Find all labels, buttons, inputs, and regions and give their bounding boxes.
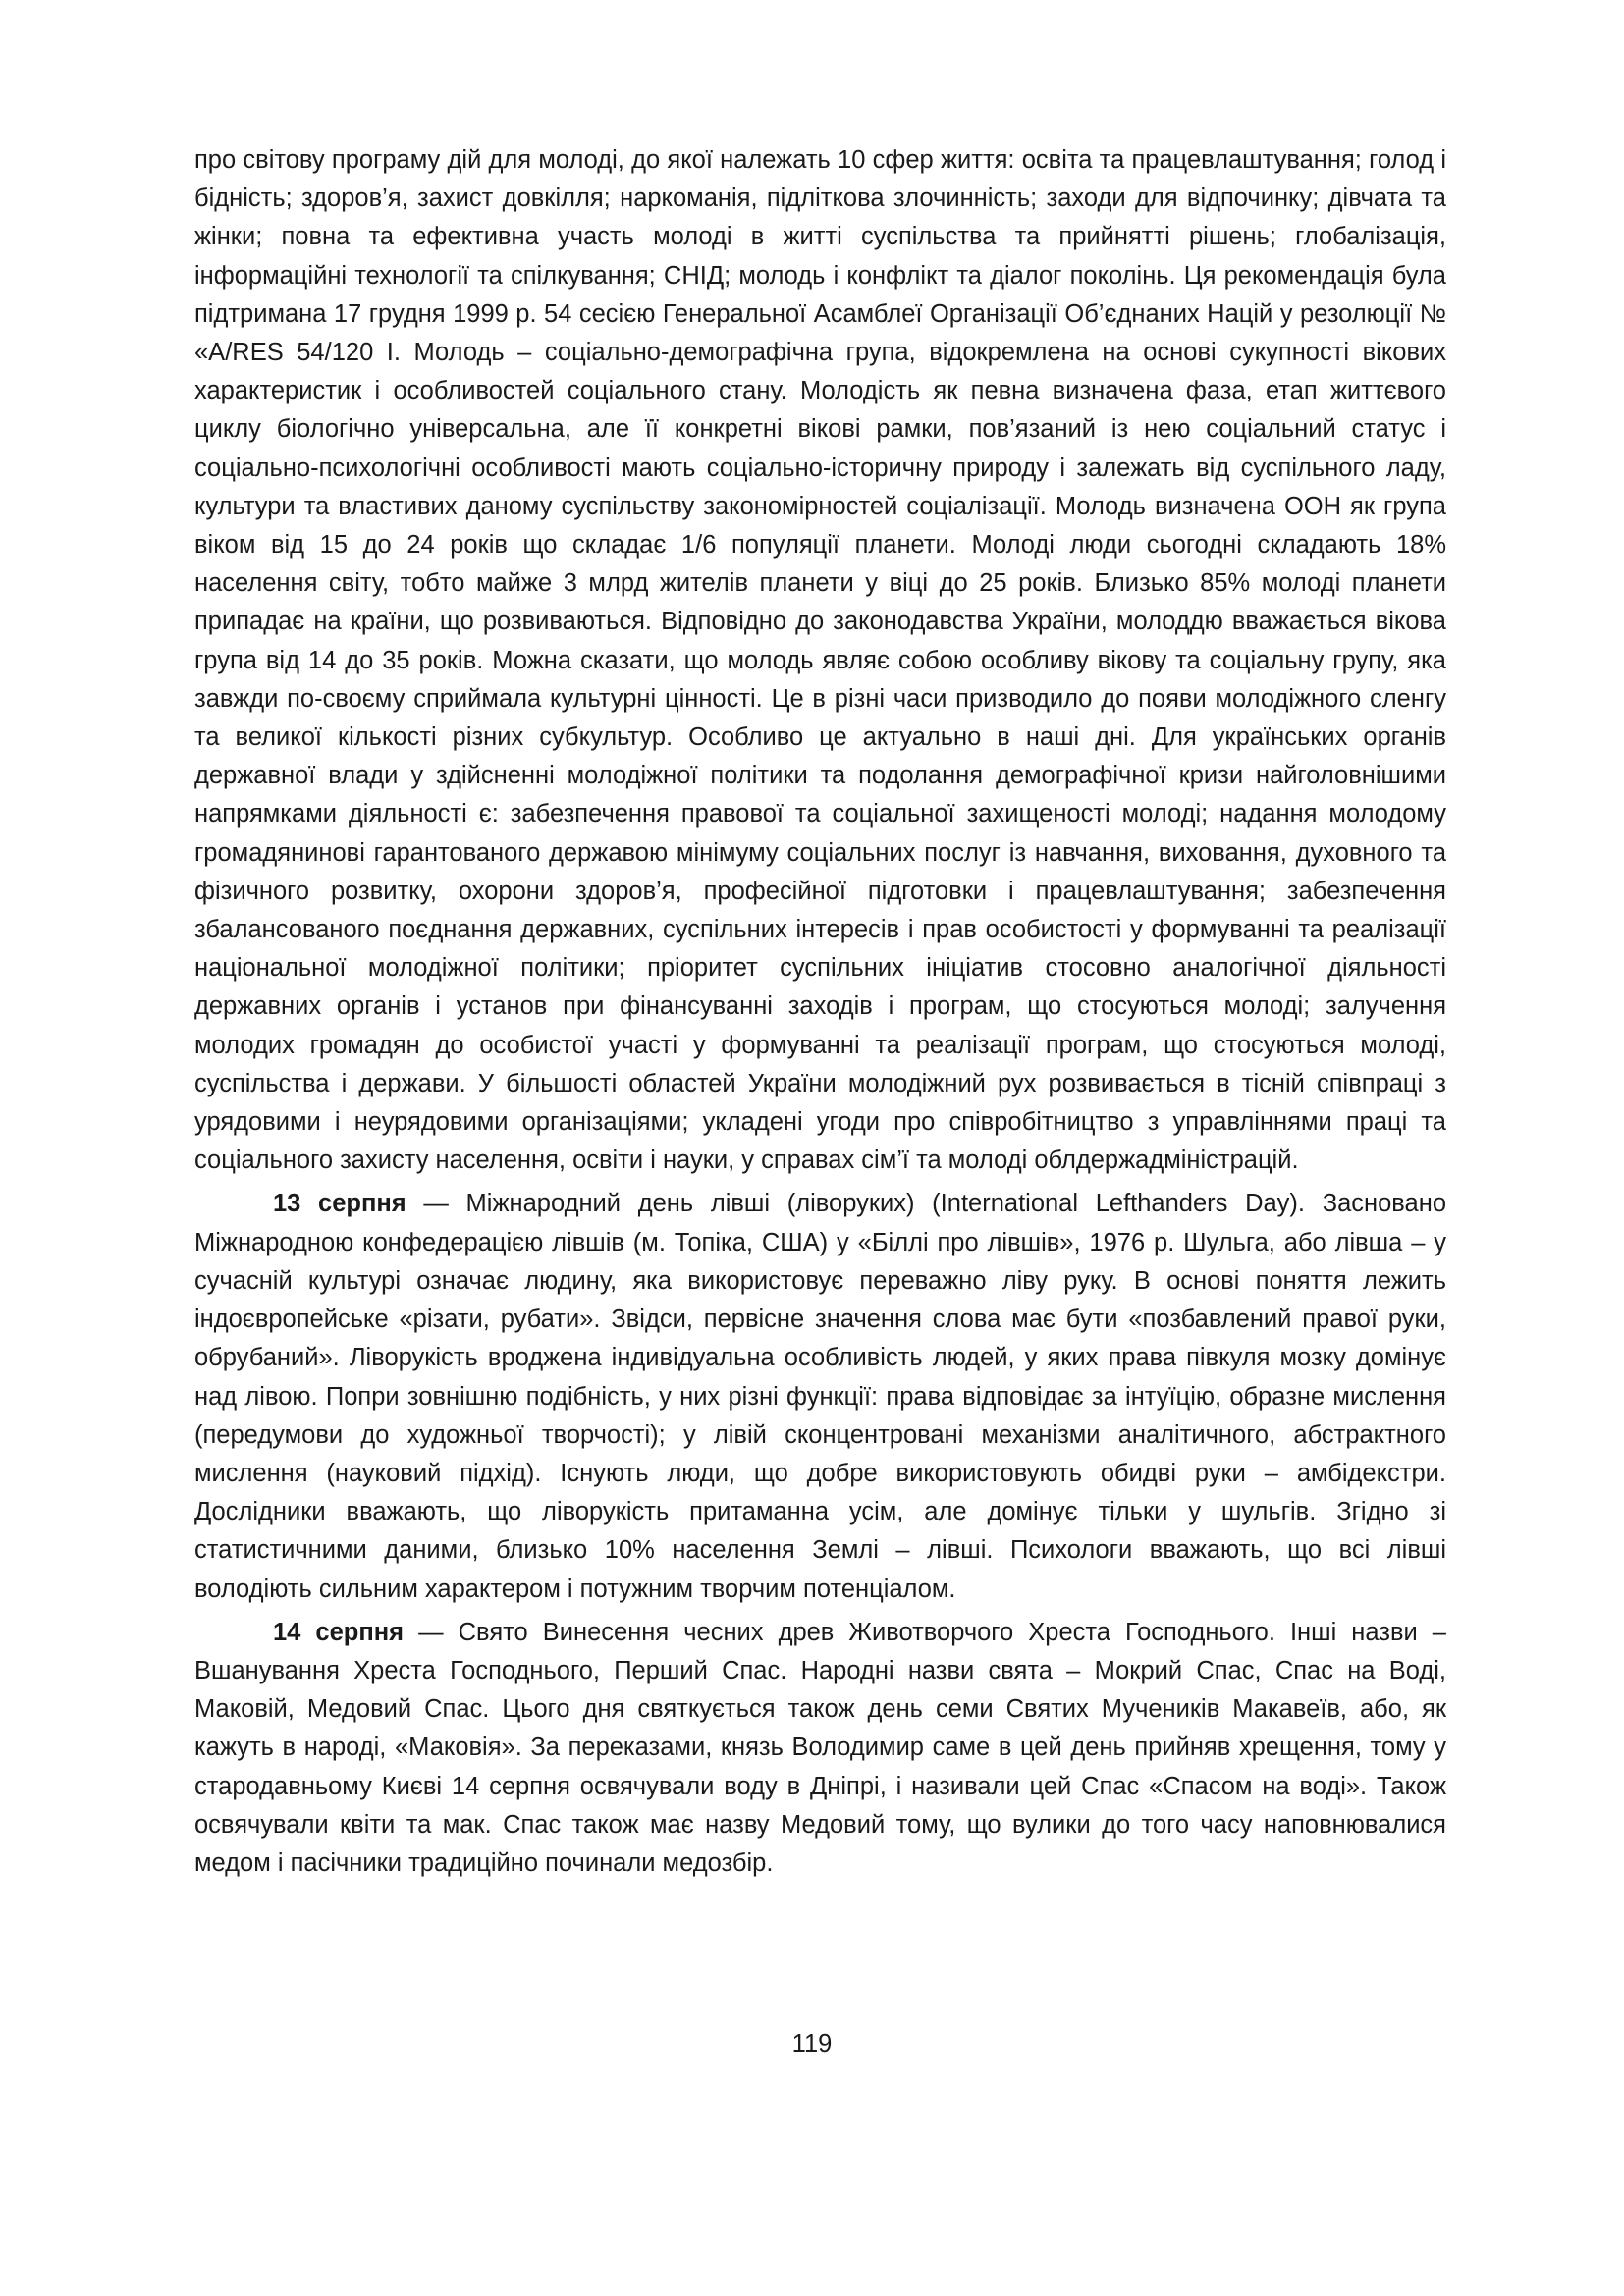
- paragraph-august-14-text: — Свято Винесення чесних древ Животворчого Хреста Господнього. Інші назви – Вшанування Хреста Господнього, Перший Спас. Народні назви свята – Мокрий Спас, Спас на Воді, Маковій, Медовий Спас. Цього дня святкується також день семи Святих Мучеників Макавеїв, або, як кажуть в народі, «Маковія». За переказами, князь Володимир саме в цей день прийняв хрещення, тому у стародавньому Києві 14 серпня освячували воду в Дніпрі, і називали цей Спас «Спасом на воді». Також освячували квіти та мак. Спас також має назву Медовий тому, що вулики до того часу наповнювалися медом і пасічники традиційно починали медозбір.: [194, 1618, 1446, 1877]
- date-august-13: 13 серпня: [273, 1190, 406, 1218]
- paragraph-august-13: [194, 1185, 1446, 1608]
- paragraph-august-14: [194, 1614, 1446, 1883]
- page-number: 119: [791, 2030, 833, 2057]
- paragraph-youth-text: про світову програму дій для молоді, до якої належать 10 сфер життя: освіта та працевлаштування; голод і бідність; здоров’я, захист довкілля; наркоманія, підліткова злочинність; заходи для відпочинку; дівчата та жінки; повна та ефективна участь молоді в житті суспільства та прийнятті рішень; глобалізація, інформаційні технології та спілкування; СНІД; молодь і конфлікт та діалог поколінь. Ця рекомендація була підтримана 17 грудня 1999 р. 54 сесією Генеральної Асамблеї Організації Об’єднаних Націй у резолюції № «A/RES 54/120 I. Молодь – соціально-демографічна група, відокремлена на основі сукупності вікових характеристик і особливостей соціального стану. Молодість як певна визначена фаза, етап життєвого циклу біологічно універсальна, але її конкретні вікові рамки, пов’язаний із нею соціальний статус і соціально-психологічні особливості мають соціально-історичну природу і залежать від суспільного ладу, культури та властивих даному суспільству закономірностей соціалізації. Молодь визначена ООН як група віком від 15 до 24 років що складає 1/6 популяції планети. Молоді люди сьогодні складають 18% населення світу, тобто майже 3 млрд жителів планети у віці до 25 років. Близько 85% молоді планети припадає на країни, що розвиваються. Відповідно до законодавства України, молоддю вважається вікова група від 14 до 35 років. Можна сказати, що молодь являє собою особливу вікову та соціальну групу, яка завжди по-своєму сприймала культурні цінності. Це в різні часи призводило до появи молодіжного сленгу та великої кількості різних субкультур. Особливо це актуально в наші дні. Для українських органів державної влади у здійсненні молодіжної політики та подолання демографічної кризи найголовнішими напрямками діяльності є: забезпечення правової та соціальної захищеності молоді; надання молодому громадянинові гарантованого державою мінімуму соціальних послуг із навчання, виховання, духовного та фізичного розвитку, охорони здоров’я, професійної підготовки і працевлаштування; забезпечення збалансованого поєднання державних, суспільних інтересів і прав особистості у формуванні та реалізації національної молодіжної політики; пріоритет суспільних ініціатив стосовно аналогічної діяльності державних органів і установ при фінансуванні заходів і програм, що стосуються молоді; залучення молодих громадян до особистої участі у формуванні та реалізації програм, що стосуються молоді, суспільства і держави. У більшості областей України молодіжний рух розвивається в тісній співпраці з урядовими і неурядовими організаціями; укладені угоди про співробітництво з управліннями праці та соціального захисту населення, освіти і науки, у справах сім’ї та молоді облдержадміністрацій.: [194, 146, 1446, 1175]
- date-august-14: 14 серпня: [273, 1618, 405, 1646]
- paragraph-youth: [194, 141, 1446, 1180]
- page-body: [194, 141, 1446, 1883]
- paragraph-august-13-text: — Міжнародний день лівші (ліворуких) (International Lefthanders Day). Засновано Міжнародною конфедерацією лівшів (м. Топіка, США) у «Біллі про лівшів», 1976 р. Шульга, або лівша – у сучасній культурі означає людину, яка використовує переважно ліву руку. В основі поняття лежить індоєвропейське «різати, рубати». Звідси, первісне значення слова має бути «позбавлений правої руки, обрубаний». Ліворукість вроджена індивідуальна особливість людей, у яких права півкуля мозку домінує над лівою. Попри зовнішню подібність, у них різні функції: права відповідає за інтуїцію, образне мислення (передумови до художньої творчості); у лівій сконцентровані механізми аналітичного, абстрактного мислення (науковий підхід). Існують люди, що добре використовують обидві руки – амбідекстри. Дослідники вважають, що ліворукість притаманна усім, але домінує тільки у шульгів. Згідно зі статистичними даними, близько 10% населення Землі – лівші. Психологи вважають, що всі лівші володіють сильним характером і потужним творчим потенціалом.: [194, 1190, 1446, 1603]
